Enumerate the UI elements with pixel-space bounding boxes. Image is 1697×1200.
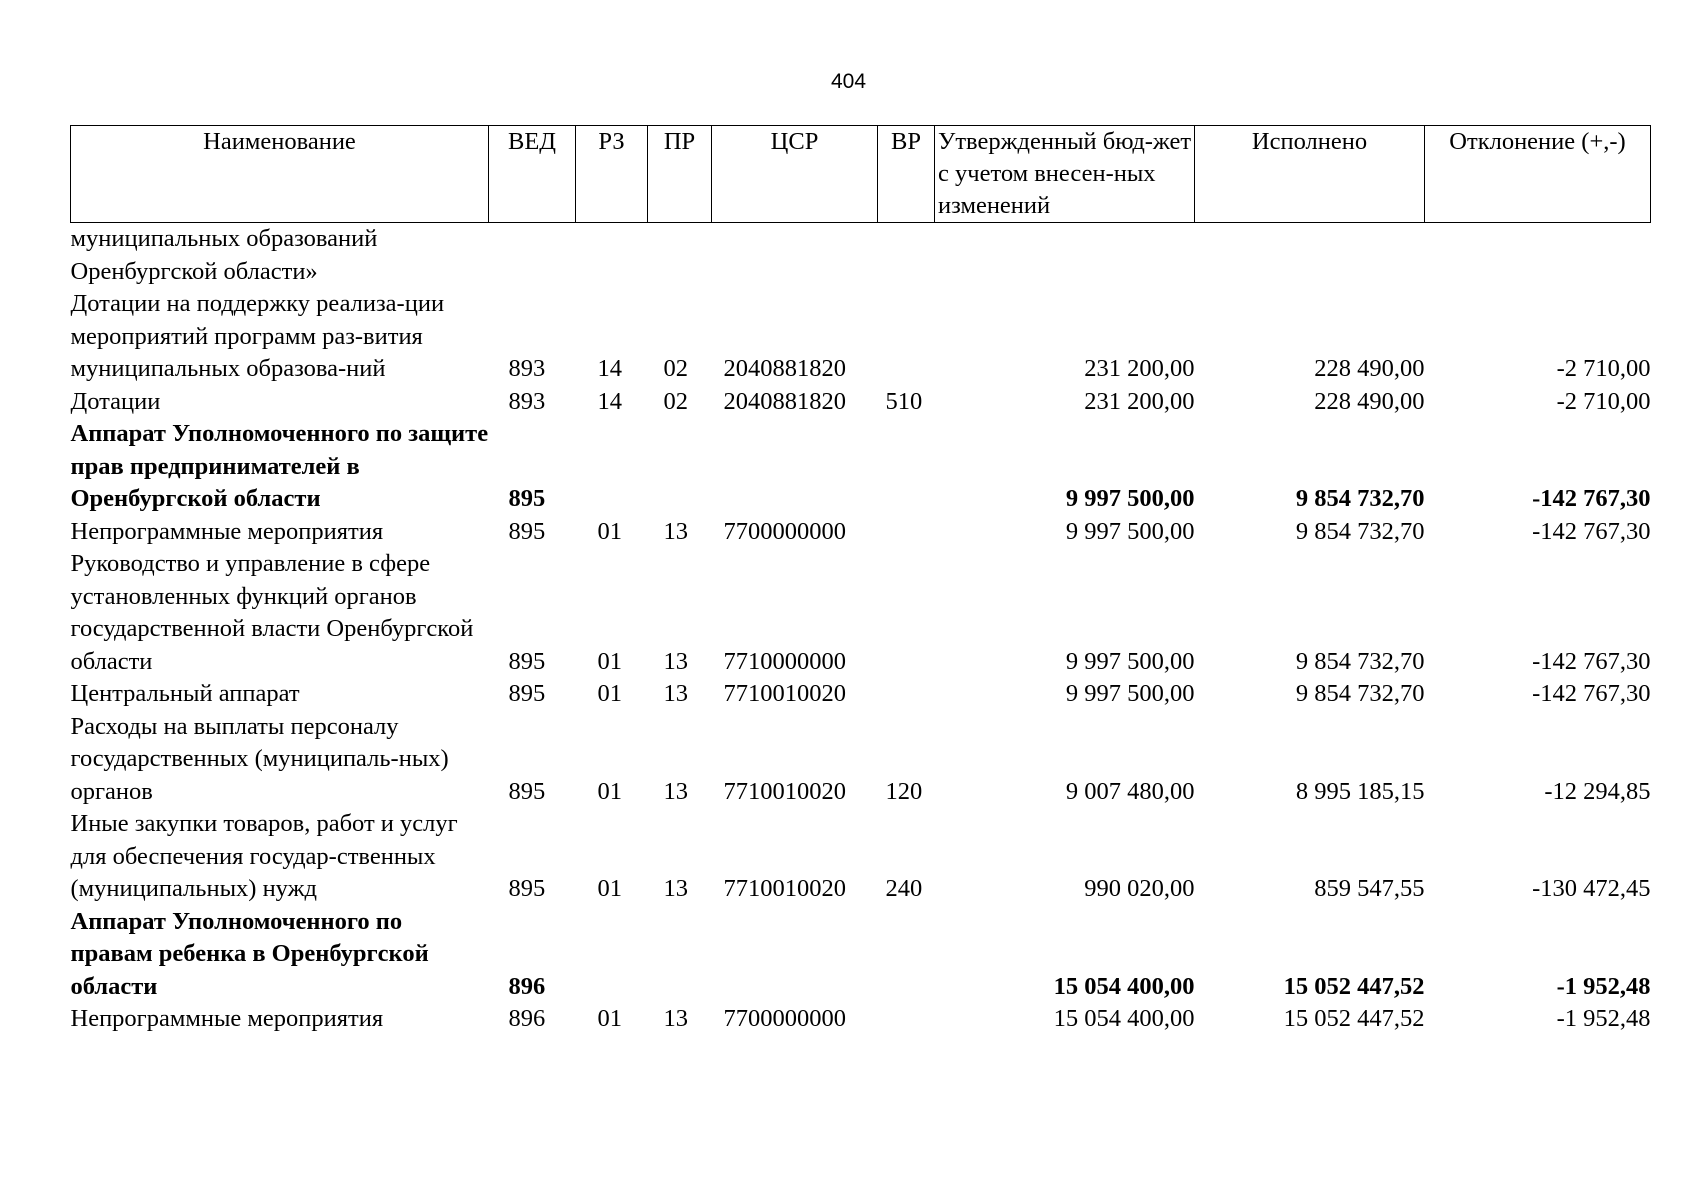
cell-executed: 8 995 185,15 (1295, 777, 1425, 805)
cell-ved: 895 (508, 680, 546, 707)
cell-csr: 7710010020 (723, 680, 846, 707)
cell-name: Аппарат Уполномоченного по защите прав предпринимателей в Оренбургской области (70, 420, 489, 512)
header-name: Наименование (71, 126, 489, 223)
header-csr: ЦСР (712, 126, 878, 223)
cell-rz: 01 (597, 647, 622, 675)
cell-ved: 895 (508, 875, 546, 902)
cell-csr: 7700000000 (723, 1005, 846, 1032)
cell-csr: 7710010020 (723, 777, 846, 805)
table-row (71, 223, 1651, 289)
cell-csr (712, 906, 878, 1004)
cell-deviation: -2 710,00 (1556, 387, 1651, 415)
cell-name: Дотации (70, 387, 161, 415)
cell-pr: 02 (663, 355, 688, 382)
cell-pr: 13 (663, 777, 688, 805)
page-number: 404 (830, 70, 867, 93)
cell-approved: 9 007 480,00 (1065, 777, 1195, 805)
header-deviation: Отклонение (+,-) (1425, 126, 1651, 223)
cell-pr: 13 (663, 875, 688, 902)
cell-executed: 15 052 447,52 (1283, 972, 1425, 1000)
cell-deviation: -142 767,30 (1532, 517, 1651, 545)
header-approved: Утвержденный бюд-жет с учетом внесен-ных изменений (935, 126, 1195, 223)
cell-name: муниципальных образований Оренбургской области» (70, 225, 378, 285)
cell-csr: 7700000000 (723, 517, 846, 545)
cell-ved: 895 (508, 777, 546, 805)
cell-name: Расходы на выплаты персоналу государственных (муниципаль-ных) органов (70, 712, 449, 805)
cell-rz (576, 906, 648, 1004)
cell-vr (878, 223, 935, 289)
cell-rz: 01 (597, 1005, 622, 1032)
cell-csr (712, 418, 878, 516)
cell-csr: 7710010020 (723, 875, 846, 902)
cell-rz (576, 223, 648, 289)
cell-ved: 893 (508, 387, 546, 415)
cell-approved: 231 200,00 (1084, 355, 1195, 382)
table-header (71, 126, 1651, 223)
cell-deviation: -12 294,85 (1544, 777, 1651, 805)
cell-ved: 895 (508, 485, 546, 512)
cell-approved: 9 997 500,00 (1065, 680, 1195, 707)
table-row (71, 386, 1651, 419)
cell-vr (878, 678, 935, 711)
cell-rz: 14 (597, 387, 622, 415)
header-ved: ВЕД (489, 126, 576, 223)
cell-ved: 895 (508, 517, 546, 545)
table-row (71, 906, 1651, 1004)
cell-rz: 01 (597, 680, 622, 707)
cell-approved: 990 020,00 (1084, 875, 1195, 902)
cell-rz: 01 (597, 777, 622, 805)
cell-name: Центральный аппарат (70, 680, 300, 707)
cell-deviation: -142 767,30 (1532, 680, 1651, 707)
header-pr: ПР (648, 126, 712, 223)
cell-approved: 15 054 400,00 (1053, 1005, 1195, 1032)
budget-table (70, 125, 1651, 1036)
cell-vr (878, 288, 935, 386)
cell-approved: 15 054 400,00 (1053, 972, 1195, 1000)
cell-deviation (1425, 223, 1651, 289)
cell-ved: 895 (508, 647, 546, 675)
cell-vr (878, 906, 935, 1004)
cell-name: Руководство и управление в сфере установленных функций органов государственной власти Оренбургской области (70, 550, 474, 675)
cell-executed: 15 052 447,52 (1283, 1005, 1425, 1032)
cell-vr (878, 1003, 935, 1036)
cell-pr (648, 223, 712, 289)
cell-pr: 13 (663, 517, 688, 545)
cell-executed: 228 490,00 (1314, 387, 1425, 415)
cell-executed: 9 854 732,70 (1295, 647, 1425, 675)
cell-executed: 9 854 732,70 (1295, 485, 1425, 512)
cell-executed: 9 854 732,70 (1295, 517, 1425, 545)
header-rz: РЗ (576, 126, 648, 223)
table-row (71, 418, 1651, 516)
cell-approved: 9 997 500,00 (1065, 485, 1195, 512)
table-row (71, 678, 1651, 711)
cell-csr (712, 223, 878, 289)
cell-csr: 7710000000 (723, 647, 846, 675)
cell-rz: 01 (597, 875, 622, 902)
table-body (71, 223, 1651, 1036)
cell-vr: 510 (885, 387, 923, 415)
cell-rz: 01 (597, 517, 622, 545)
header-executed: Исполнено (1195, 126, 1425, 223)
cell-executed: 859 547,55 (1314, 875, 1425, 902)
cell-rz (576, 418, 648, 516)
cell-pr: 13 (663, 1005, 688, 1032)
cell-approved: 231 200,00 (1084, 387, 1195, 415)
cell-name: Дотации на поддержку реализа-ции мероприятий программ раз-вития муниципальных образова-ний (70, 290, 445, 382)
cell-name: Непрограммные мероприятия (70, 517, 384, 545)
table-row (71, 288, 1651, 386)
cell-name: Иные закупки товаров, работ и услуг для обеспечения государ-ственных (муниципальных) нужд (70, 810, 458, 902)
cell-approved: 9 997 500,00 (1065, 647, 1195, 675)
cell-ved (489, 223, 576, 289)
cell-deviation: -1 952,48 (1556, 972, 1651, 1000)
table-row (71, 548, 1651, 678)
cell-executed: 228 490,00 (1314, 355, 1425, 382)
cell-deviation: -142 767,30 (1532, 485, 1651, 512)
cell-deviation: -142 767,30 (1532, 647, 1651, 675)
cell-deviation: -2 710,00 (1556, 355, 1651, 382)
table-row (71, 711, 1651, 809)
cell-vr: 240 (885, 875, 923, 902)
cell-vr (878, 548, 935, 678)
cell-pr: 13 (663, 647, 688, 675)
cell-pr (648, 418, 712, 516)
cell-pr (648, 906, 712, 1004)
header-vr: ВР (878, 126, 935, 223)
cell-pr: 02 (663, 387, 688, 415)
cell-vr: 120 (885, 777, 923, 805)
cell-vr (878, 516, 935, 549)
table-row (71, 1003, 1651, 1036)
cell-rz: 14 (597, 355, 622, 382)
table-row (71, 808, 1651, 906)
cell-vr (878, 418, 935, 516)
cell-name: Непрограммные мероприятия (70, 1005, 384, 1032)
table-row (71, 516, 1651, 549)
cell-name: Аппарат Уполномоченного по правам ребенка в Оренбургской области (70, 907, 429, 1000)
cell-deviation: -130 472,45 (1532, 875, 1651, 902)
cell-executed: 9 854 732,70 (1295, 680, 1425, 707)
cell-deviation: -1 952,48 (1556, 1005, 1651, 1032)
cell-ved: 896 (508, 1005, 546, 1032)
cell-csr: 2040881820 (723, 355, 846, 382)
cell-csr: 2040881820 (723, 387, 846, 415)
cell-pr: 13 (663, 680, 688, 707)
cell-ved: 896 (508, 972, 546, 1000)
cell-approved: 9 997 500,00 (1065, 517, 1195, 545)
header-row (71, 126, 1651, 223)
cell-executed (1195, 223, 1425, 289)
cell-ved: 893 (508, 355, 546, 382)
cell-approved (935, 223, 1195, 289)
